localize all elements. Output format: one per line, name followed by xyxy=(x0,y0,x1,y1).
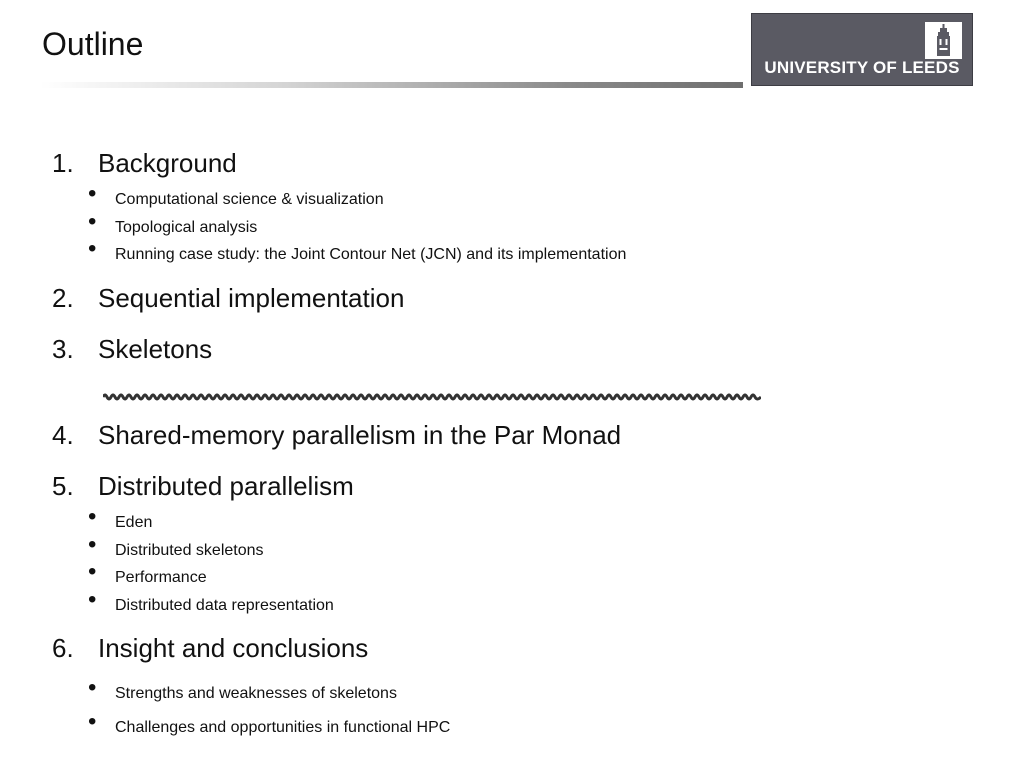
outline-item-sequential xyxy=(52,283,404,314)
bullet-icon: • xyxy=(88,708,97,735)
bullet-icon: • xyxy=(88,585,97,613)
item-label: Distributed parallelism xyxy=(98,471,354,501)
conclusions-bullets xyxy=(88,674,451,745)
distributed-bullets xyxy=(88,503,334,619)
outline-item-distributed xyxy=(52,471,354,502)
university-logo xyxy=(751,13,973,86)
bullet-icon: • xyxy=(88,207,97,235)
outline-item-par-monad xyxy=(52,420,621,451)
outline-item-conclusions xyxy=(52,633,368,664)
slide-title: Outline xyxy=(42,26,144,62)
bullet-item: • Performance xyxy=(88,558,207,586)
item-label: Sequential implementation xyxy=(98,283,405,313)
scribble-divider xyxy=(103,392,761,402)
item-number: 4. xyxy=(52,420,74,450)
item-label: Shared-memory parallelism in the Par Monad xyxy=(98,420,622,450)
bullet-icon: • xyxy=(88,530,97,558)
item-label: Skeletons xyxy=(98,334,213,364)
title-divider xyxy=(40,82,743,88)
item-number: 5. xyxy=(52,471,74,501)
bullet-item: • Distributed skeletons xyxy=(88,530,264,559)
bullet-item: • Eden xyxy=(88,503,153,531)
item-label: Insight and conclusions xyxy=(98,633,369,663)
item-number: 1. xyxy=(52,148,74,178)
item-number: 2. xyxy=(52,283,74,313)
bullet-icon: • xyxy=(88,674,97,701)
bullet-item: • Challenges and opportunities in functional HPC xyxy=(88,708,451,736)
bullet-icon: • xyxy=(88,503,97,530)
bullet-item: • Computational science & visualization xyxy=(88,180,384,208)
item-number: 6. xyxy=(52,633,74,663)
item-number: 3. xyxy=(52,334,74,364)
bullet-item: • Strengths and weaknesses of skeletons xyxy=(88,674,397,702)
bullet-icon: • xyxy=(88,180,97,207)
bullet-icon: • xyxy=(88,235,97,262)
bullet-item: • Distributed data representation xyxy=(88,585,334,614)
bullet-item: • Running case study: the Joint Contour Net (JCN) and its implementation xyxy=(88,235,627,263)
logo-text: UNIVERSITY OF LEEDS xyxy=(764,58,960,77)
bullet-icon: • xyxy=(88,558,97,585)
leeds-tower-icon xyxy=(925,22,962,59)
outline-item-skeletons xyxy=(52,334,212,365)
bullet-item: • Topological analysis xyxy=(88,207,258,236)
background-bullets xyxy=(88,180,627,269)
outline-item-background xyxy=(52,148,237,179)
item-label: Background xyxy=(98,148,237,178)
